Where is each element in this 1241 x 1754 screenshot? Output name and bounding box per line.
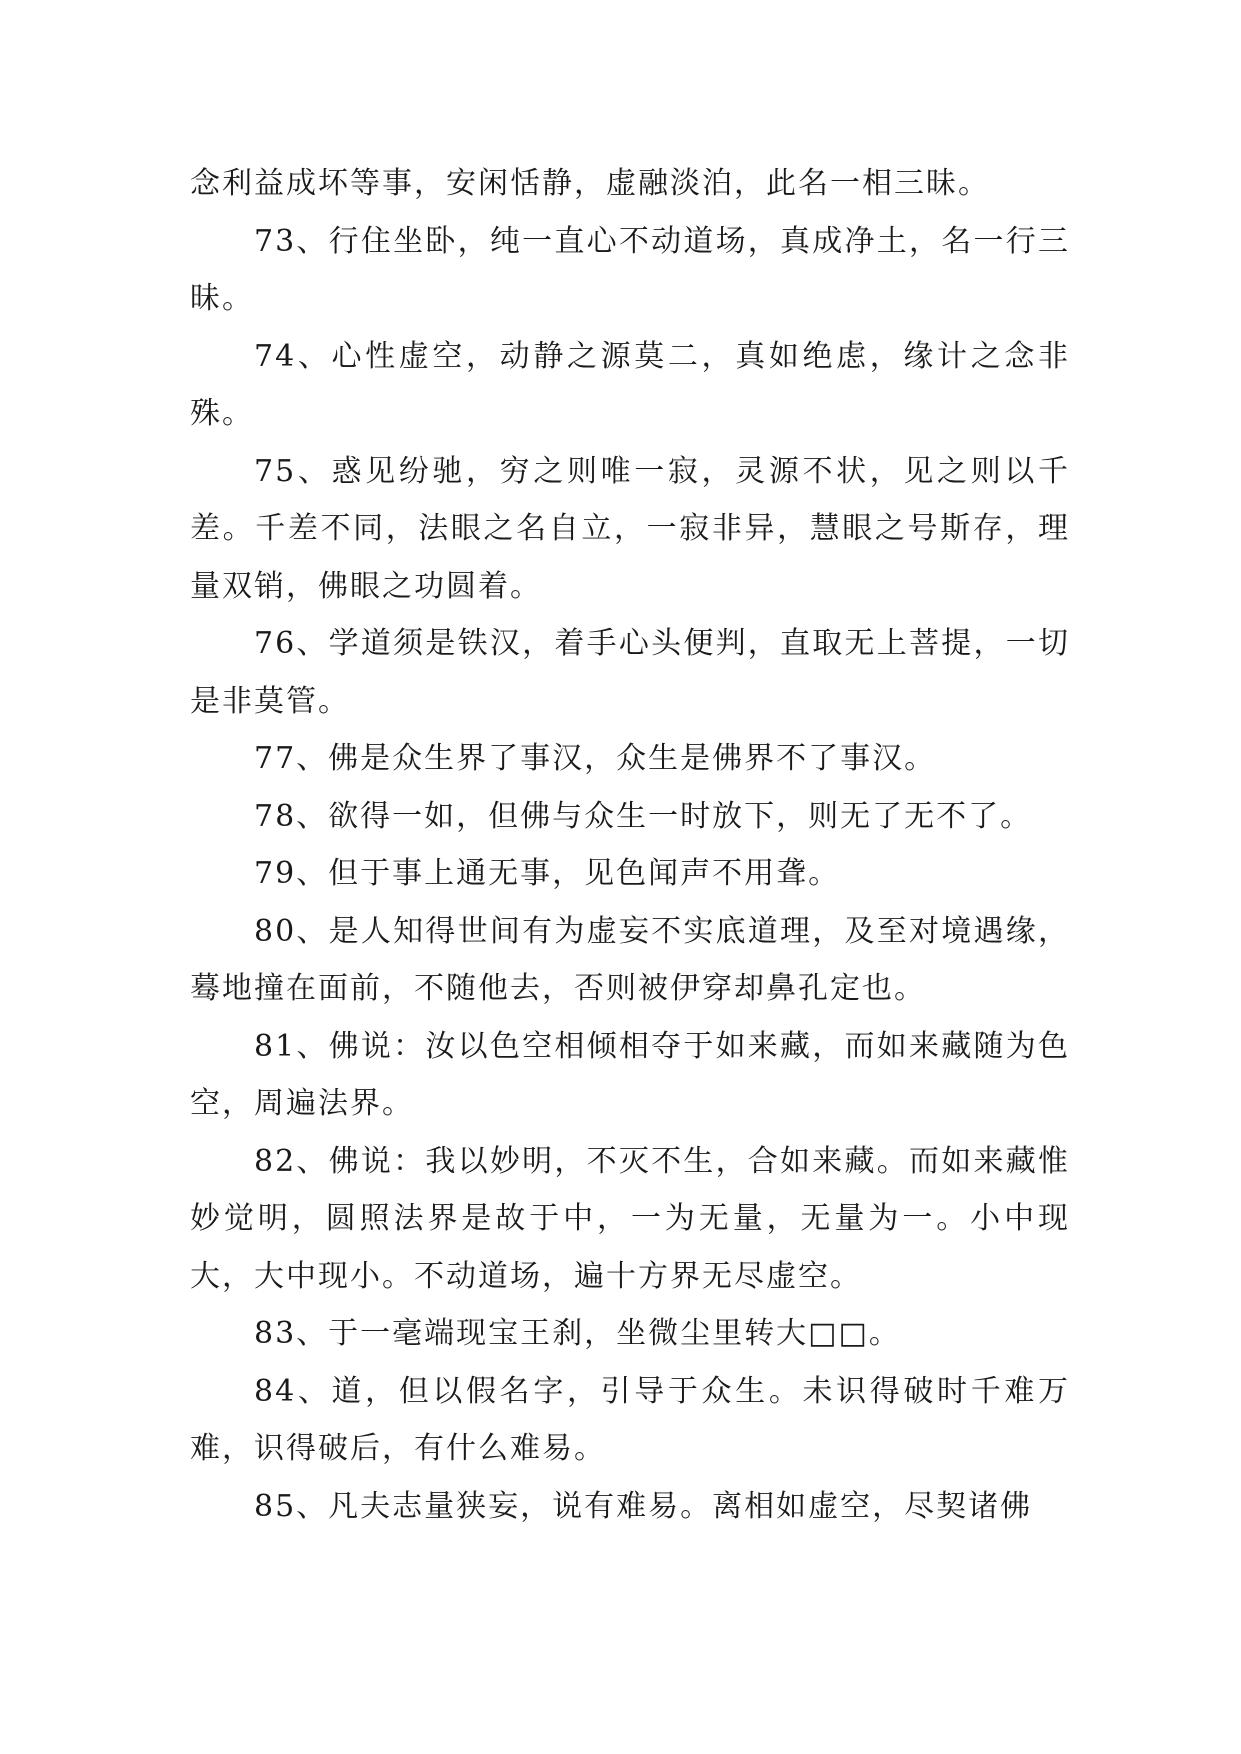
paragraph-83: 83、于一毫端现宝王刹，坐微尘里转大□□。 [254,1316,901,1351]
paragraph-85: 85、凡夫志量狭妄，说有难易。离相如虚空，尽契诸佛 [254,1488,1033,1524]
paragraph-80: 80、是人知得世间有为虚妄不实底道理，及至对境遇缘，蓦地撞在面前，不随他去，否则被伊穿却鼻孔定也。 [190,913,1070,1006]
paragraph-82: 82、佛说：我以妙明，不灭不生，合如来藏。而如来藏惟妙觉明，圆照法界是故于中，一为无量，无量为一。小中现大，大中现小。不动道场，遍十方界无尽虚空。 [190,1143,1070,1294]
document-body [190,155,1070,1535]
paragraph-76: 76、学道须是铁汉，着手心头便判，直取无上菩提，一切是非莫管。 [190,626,1070,719]
paragraph-74: 74、心性虚空，动静之源莫二，真如绝虑，缘计之念非殊。 [190,338,1070,431]
paragraph-84: 84、道，但以假名字，引导于众生。未识得破时千难万难，识得破后，有什么难易。 [190,1373,1070,1466]
paragraph-continuation: 念利益成坏等事，安闲恬静，虚融淡泊，此名一相三昧。 [190,166,990,201]
paragraph-78: 78、欲得一如，但佛与众生一时放下，则无了无不了。 [254,798,1033,834]
paragraph-81: 81、佛说：汝以色空相倾相夺于如来藏，而如来藏随为色空，周遍法界。 [190,1028,1070,1121]
paragraph-75: 75、惑见纷驰，穷之则唯一寂，灵源不状，见之则以千差。千差不同，法眼之名自立，一寂非异，慧眼之号斯存，理量双销，佛眼之功圆着。 [190,453,1070,604]
paragraph-79: 79、但于事上通无事，见色闻声不用聋。 [254,856,841,891]
paragraph-73: 73、行住坐卧，纯一直心不动道场，真成净土，名一行三昧。 [190,223,1070,316]
paragraph-77: 77、佛是众生界了事汉，众生是佛界不了事汉。 [254,741,937,776]
